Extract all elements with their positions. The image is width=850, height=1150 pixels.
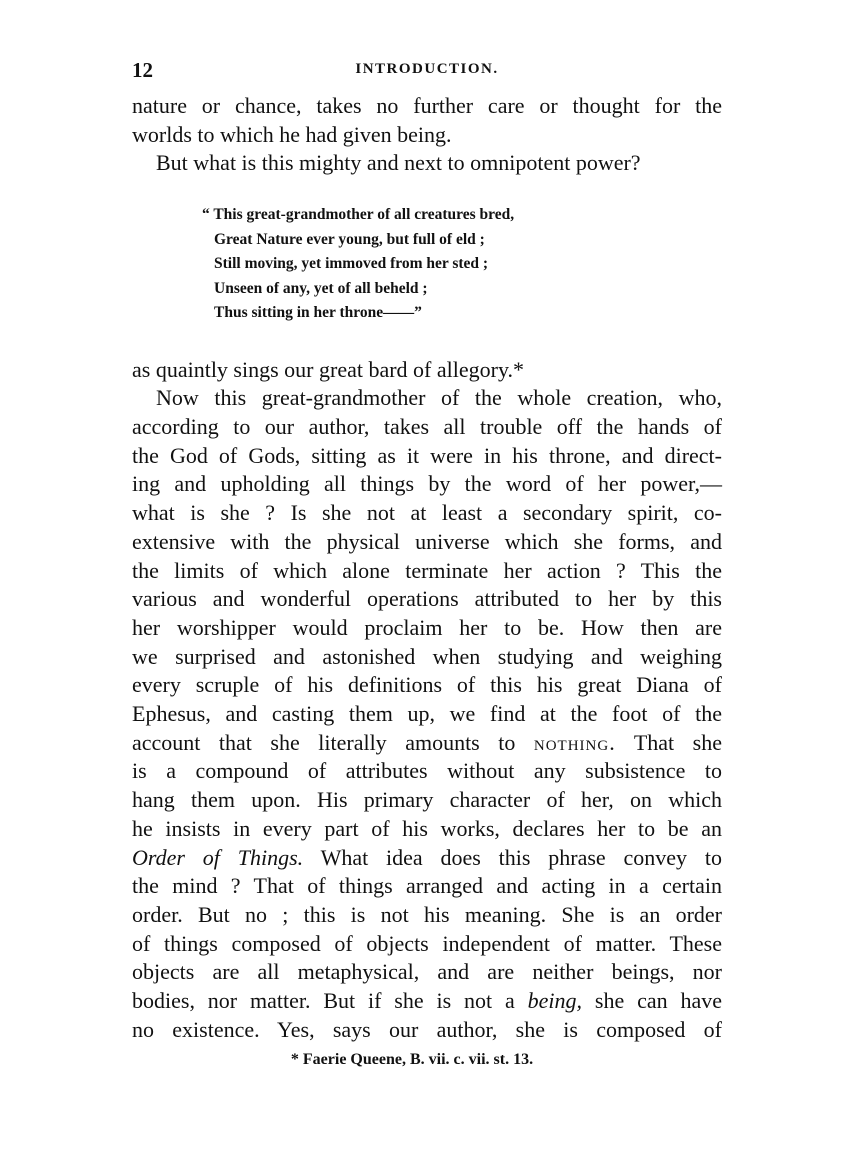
text-line: order. But no ; this is not his meaning. She is an order	[132, 901, 722, 927]
paragraph-3	[132, 356, 722, 385]
text-line: as quaintly sings our great bard of allegory.*	[132, 356, 525, 382]
running-head: INTRODUCTION.	[355, 61, 499, 77]
text-run: What idea does this phrase convey to	[303, 844, 722, 870]
paragraph-1	[132, 92, 722, 149]
book-page	[132, 58, 722, 1070]
italic-being: being,	[527, 988, 583, 1014]
text-line: worlds to which he had given being.	[132, 121, 452, 147]
verse-line: Great Nature ever young, but full of eld ;	[214, 230, 485, 248]
page-number: 12	[132, 58, 153, 82]
text-line: her worshipper would proclaim her to be. How then are	[132, 614, 722, 640]
text-line: But what is this mighty and next to omnipotent power?	[156, 150, 641, 176]
text-line	[132, 729, 722, 758]
paragraph-4	[132, 384, 722, 1044]
text-line: ing and upholding all things by the word of her power,—	[132, 471, 722, 497]
text-run: That she	[615, 729, 722, 755]
text-line: every scruple of his definitions of this his great Diana of	[132, 672, 722, 698]
text-line	[132, 844, 722, 873]
text-run: bodies, nor matter. But if she is not a	[132, 988, 528, 1014]
text-line: we surprised and astonished when studying and weighing	[132, 643, 722, 669]
verse-line: Still moving, yet immoved from her sted ;	[214, 255, 489, 273]
text-run: account that she literally amounts to	[132, 729, 534, 755]
text-line: Now this great-grandmother of the whole creation, who,	[156, 385, 722, 411]
verse-quotation	[202, 203, 722, 326]
text-line: what is she ? Is she not at least a secondary spirit, co-	[132, 500, 722, 526]
text-line: of things composed of objects independent of matter. These	[132, 930, 722, 956]
smallcaps-nothing: nothing.	[533, 729, 616, 755]
paragraph-2	[132, 149, 722, 178]
verse-line: Thus sitting in her throne——”	[214, 304, 422, 322]
text-line: the mind ? That of things arranged and acting in a certain	[132, 873, 722, 899]
text-line: the God of Gods, sitting as it were in his throne, and direct-	[132, 442, 722, 468]
italic-order-of-things: Order of Things.	[132, 844, 304, 870]
text-line: various and wonderful operations attributed to her by this	[132, 586, 722, 612]
text-line	[132, 987, 722, 1016]
footnote: * Faerie Queene, B. vii. c. vii. st. 13.	[290, 1051, 534, 1069]
verse-line: Unseen of any, yet of all beheld ;	[214, 279, 428, 297]
page-header	[132, 58, 722, 92]
text-line: he insists in every part of his works, declares her to be an	[132, 815, 722, 841]
text-line: is a compound of attributes without any subsistence to	[132, 758, 722, 784]
text-line: nature or chance, takes no further care or thought for the	[132, 93, 722, 118]
text-line: extensive with the physical universe which she forms, and	[132, 528, 722, 554]
text-line: objects are all metaphysical, and are neither beings, nor	[132, 959, 722, 985]
text-line: the limits of which alone terminate her action ? This the	[132, 557, 722, 583]
text-line: no existence. Yes, says our author, she is composed of	[132, 1016, 722, 1042]
text-line: according to our author, takes all trouble off the hands of	[132, 414, 722, 440]
text-run: she can have	[582, 988, 722, 1014]
text-line: hang them upon. His primary character of her, on which	[132, 787, 722, 813]
text-line: Ephesus, and casting them up, we find at the foot of the	[132, 701, 722, 727]
verse-line: “ This great-grandmother of all creatures bred,	[202, 206, 515, 224]
